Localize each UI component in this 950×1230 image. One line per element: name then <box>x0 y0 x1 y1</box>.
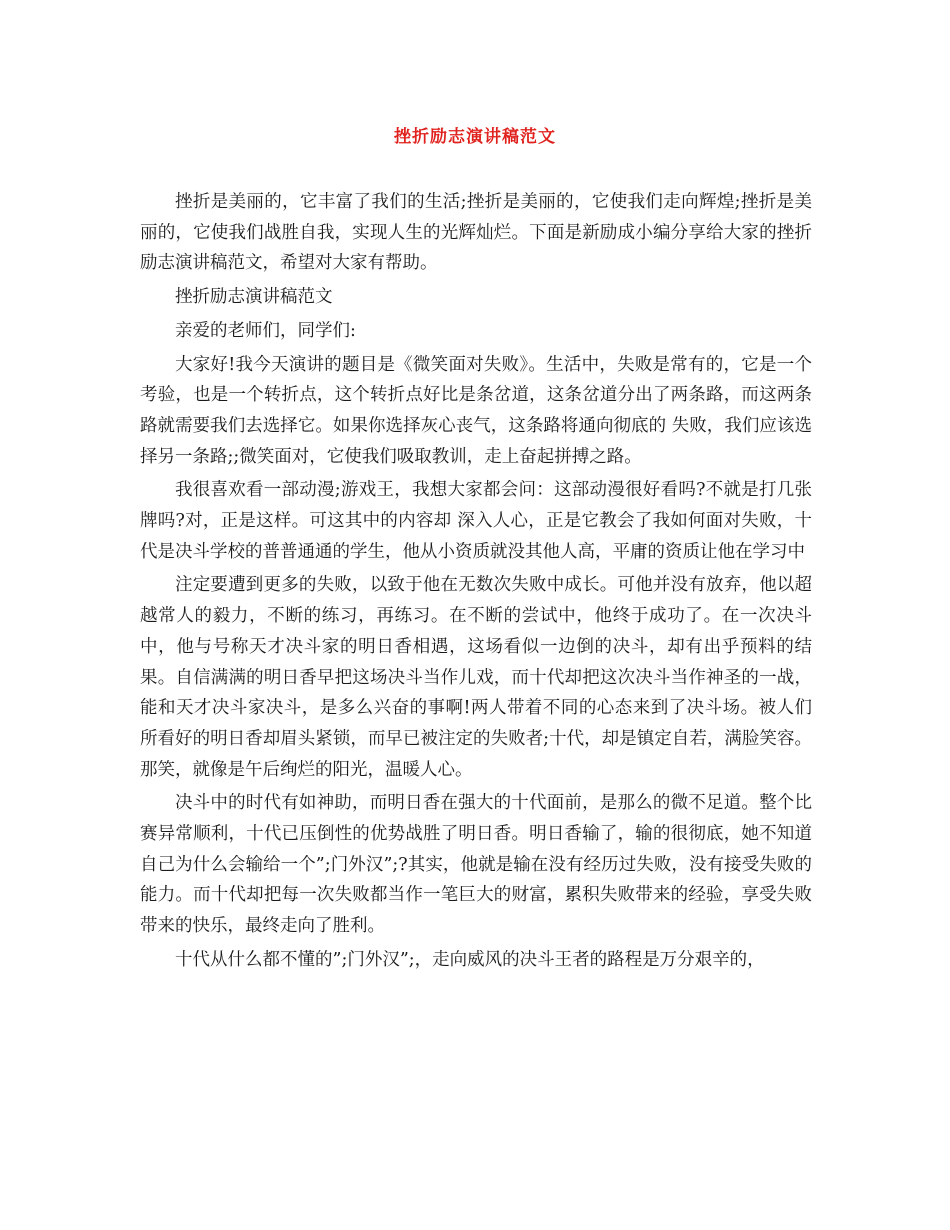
paragraph: 挫折励志演讲稿范文 <box>175 287 333 308</box>
paragraph: 注定要遭到更多的失败，以致于他在无数次失败中成长。可他并没有放弃，他以超越常人的毅力，不断的练习，再练习。在不断的尝试中，他终于成功了。在一次决斗中，他与号称天才决斗家的明日香相遇，这场看似一边倒的决斗，却有出乎预料的结果。自信满满的明日香早把这场决斗当作儿戏，而十代却把这次决斗当作神圣的一战，能和天才决斗家决斗，是多么兴奋的事啊!两人带着不同的心态来到了决斗场。被人们所看好的明日香却眉头紧锁，而早已被注定的失败者;十代，却是镇定自若，满脸笑容。那笑，就像是午后绚烂的阳光，温暖人心。 <box>140 575 812 780</box>
paragraph: 我很喜欢看一部动漫;游戏王，我想大家都会问：这部动漫很好看吗?不就是打几张牌吗?对，正是这样。可这其中的内容却 深入人心，正是它教会了我如何面对失败，十代是决斗学校的普普通通的学生，他从小资质就没其他人高，平庸的资质让他在学习中 <box>140 480 812 562</box>
document-body <box>140 187 812 976</box>
paragraph: 十代从什么都不懂的”;门外汉”;，走向威风的决斗王者的路程是万分艰辛的， <box>175 949 765 970</box>
paragraph: 亲爱的老师们，同学们: <box>175 320 356 341</box>
paragraph: 大家好!我今天演讲的题目是《微笑面对失败》。生活中，失败是常有的，它是一个考验，也是一个转折点，这个转折点好比是条岔道，这条岔道分出了两条路，而这两条路就需要我们去选择它。如果你选择灰心丧气，这条路将通向彻底的 失败，我们应该选择另一条路;;微笑面对，它使我们吸取教训，走上奋起拼搏之路。 <box>140 354 812 467</box>
document-title: 挫折励志演讲稿范文 <box>394 127 556 147</box>
paragraph: 挫折是美丽的，它丰富了我们的生活;挫折是美丽的，它使我们走向辉煌;挫折是美丽的，它使我们战胜自我，实现人生的光辉灿烂。下面是新励成小编分享给大家的挫折励志演讲稿范文，希望对大家有帮助。 <box>140 192 812 274</box>
paragraph: 决斗中的时代有如神助，而明日香在强大的十代面前，是那么的微不足道。整个比赛异常顺利，十代已压倒性的优势战胜了明日香。明日香输了，输的很彻底，她不知道自己为什么会输给一个”;门外汉”;?其实，他就是输在没有经历过失败，没有接受失败的能力。而十代却把每一次失败都当作一笔巨大的财富，累积失败带来的经验，享受失败带来的快乐，最终走向了胜利。 <box>140 793 812 937</box>
